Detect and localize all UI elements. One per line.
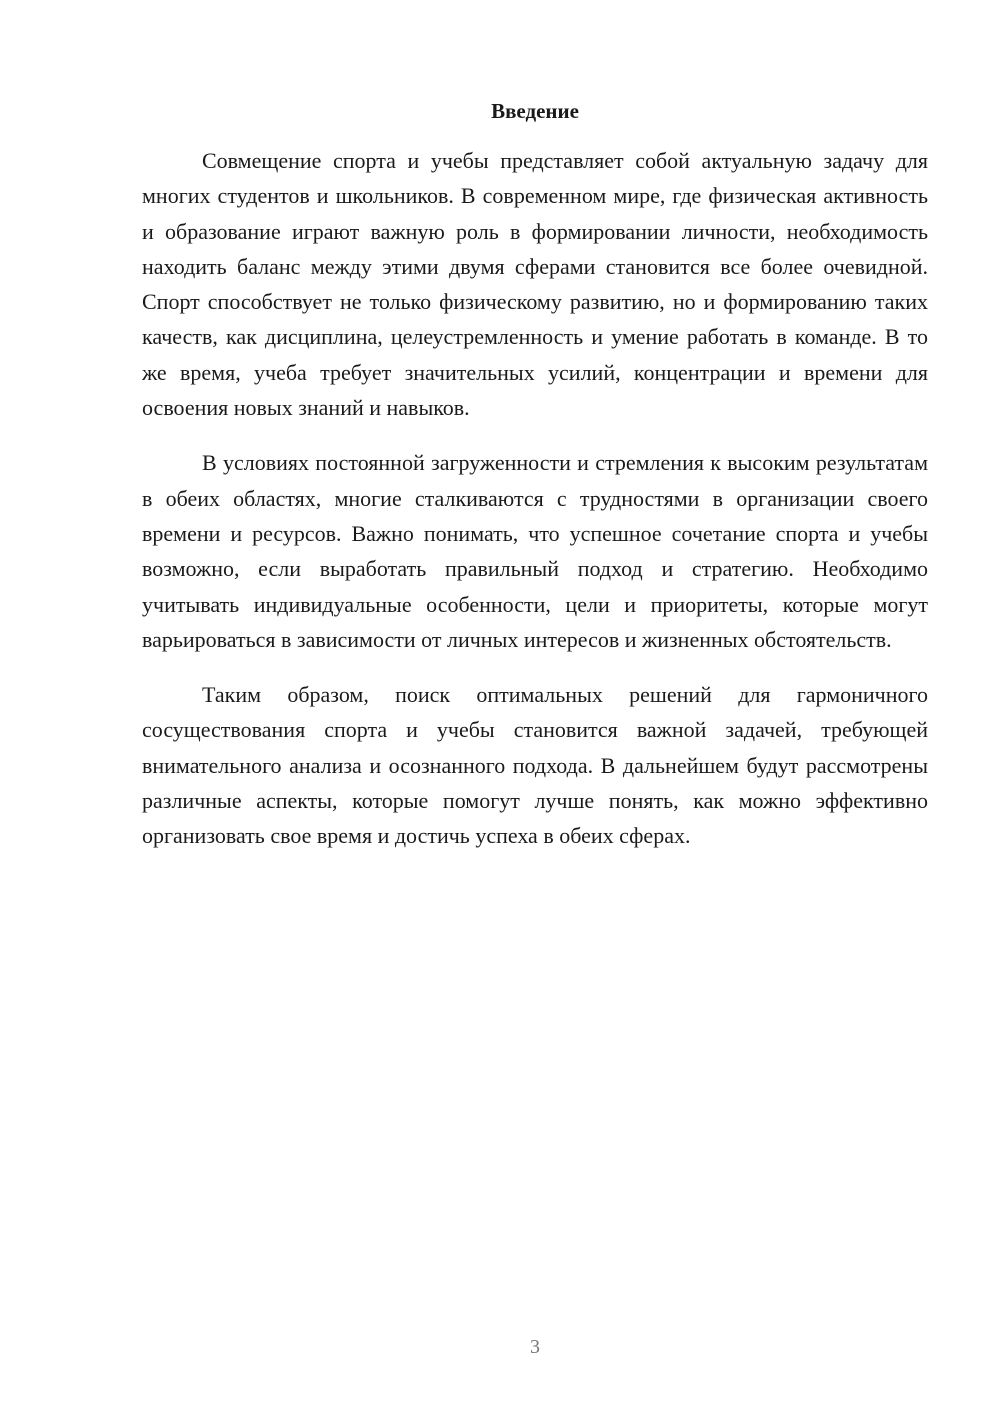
paragraph-3: Таким образом, поиск оптимальных решений для гармоничного сосуществования спорта и учебы становится важной задачей, требующей внимательного анализа и осознанного подхода. В дальнейшем будут рассмотрены различные аспекты, которые помогут лучше понять, как можно эффективно организовать свое время и достичь успеха в обеих сферах. bbox=[142, 682, 928, 849]
paragraph-1: Совмещение спорта и учебы представляет собой актуальную задачу для многих студентов и школьников. В современном мире, где физическая активность и образование играют важную роль в формировании личности, необходимость находить баланс между этими двумя сферами становится все более очевидной. Спорт способствует не только физическому развитию, но и формированию таких качеств, как дисциплина, целеустремленность и умение работать в команде. В то же время, учеба требует значительных усилий, концентрации и времени для освоения новых знаний и навыков. bbox=[142, 148, 928, 421]
section-heading: Введение bbox=[491, 99, 579, 123]
page-number: 3 bbox=[530, 1336, 540, 1358]
paragraph-2: В условиях постоянной загруженности и стремления к высоким результатам в обеих областях, многие сталкиваются с трудностями в организации своего времени и ресурсов. Важно понимать, что успешное сочетание спорта и учебы возможно, если выработать правильный подход и стратегию. Необходимо учитывать индивидуальные особенности, цели и приоритеты, которые могут варьироваться в зависимости от личных интересов и жизненных обстоятельств. bbox=[142, 450, 928, 652]
body-text bbox=[142, 143, 928, 874]
